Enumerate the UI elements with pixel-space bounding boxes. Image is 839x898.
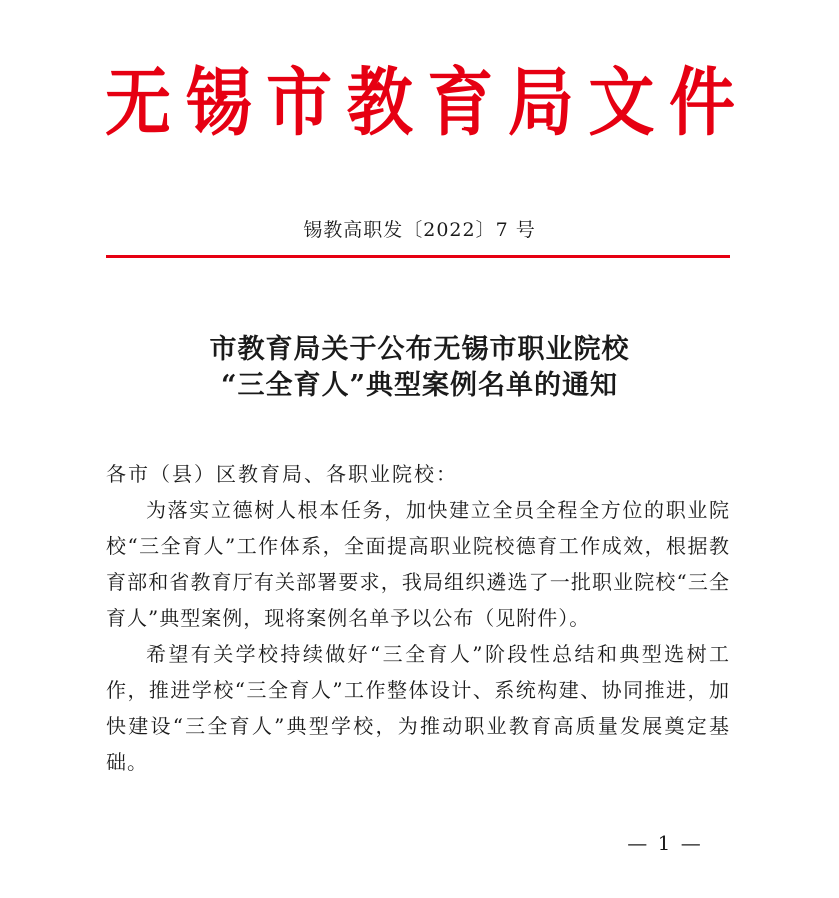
paragraph-1: 为落实立德树人根本任务，加快建立全员全程全方位的职业院校“三全育人”工作体系，全面提高职业院校德育工作成效，根据教育部和省教育厅有关部署要求，我局组织遴选了一批职业院校“三全育人”典型案例，现将案例名单予以公布（见附件）。 xyxy=(106,498,730,630)
document-masthead xyxy=(105,58,735,146)
title-line-1: 市教育局关于公布无锡市职业院校 xyxy=(209,334,630,365)
salutation: 各市（县）区教育局、各职业院校： xyxy=(106,462,458,486)
masthead-char: 锡 xyxy=(185,58,252,146)
masthead-char: 局 xyxy=(507,58,574,146)
masthead-char: 育 xyxy=(427,58,494,146)
masthead-char: 市 xyxy=(266,58,333,146)
paragraph-2: 希望有关学校持续做好“三全育人”阶段性总结和典型选树工作，推进学校“三全育人”工作整体设计、系统构建、协同推进，加快建设“三全育人”典型学校，为推动职业教育高质量发展奠定基础。 xyxy=(106,642,730,774)
document-body xyxy=(106,456,730,780)
title-line-2: “三全育人”典型案例名单的通知 xyxy=(220,370,619,401)
masthead-char: 教 xyxy=(346,58,413,146)
document-number: 锡教高职发〔2022〕7 号 xyxy=(303,219,536,241)
masthead-char: 文 xyxy=(588,58,655,146)
document-title xyxy=(0,332,839,404)
masthead-char: 件 xyxy=(668,58,735,146)
masthead-char: 无 xyxy=(105,58,171,146)
red-divider-line xyxy=(106,255,730,258)
page-number: — 1 — xyxy=(627,831,703,855)
